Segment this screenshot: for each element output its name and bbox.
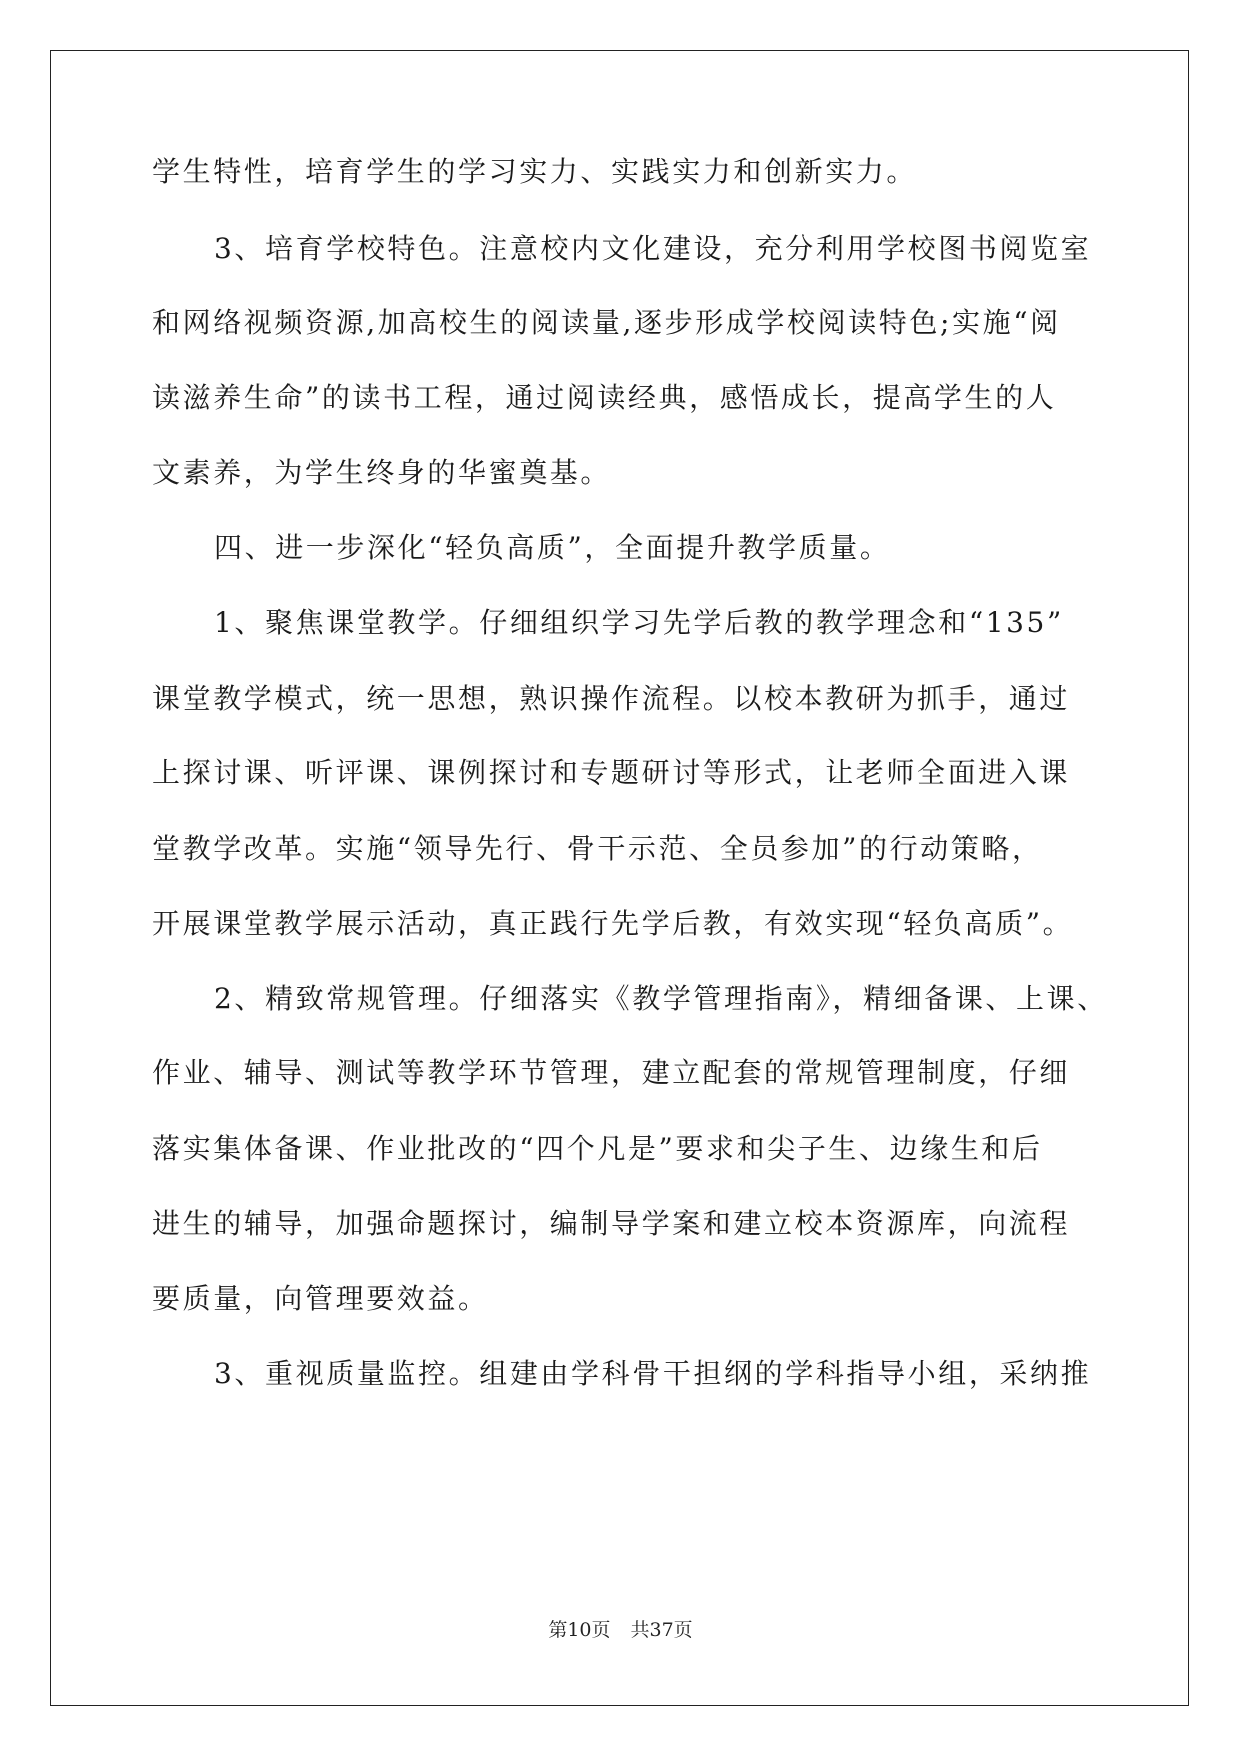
paragraph-line: 作业、辅导、测试等教学环节管理，建立配套的常规管理制度，仔细 [152,1056,1071,1089]
paragraph-line: 1、聚焦课堂教学。仔细组织学习先学后教的教学理念和“135” [214,606,1064,639]
page-number: 第10页 [548,1619,611,1641]
paragraph-line: 和网络视频资源,加高校生的阅读量,逐步形成学校阅读特色;实施“阅 [152,306,1061,339]
paragraph-line: 读滋养生命”的读书工程，通过阅读经典，感悟成长，提高学生的人 [152,381,1057,414]
paragraph-line: 堂教学改革。实施“领导先行、骨干示范、全员参加”的行动策略， [152,832,1043,865]
paragraph-line: 3、培育学校特色。注意校内文化建设，充分利用学校图书阅览室 [214,232,1092,265]
total-pages: 共37页 [630,1619,693,1641]
paragraph-line: 落实集体备课、作业批改的“四个凡是”要求和尖子生、边缘生和后 [152,1132,1043,1165]
paragraph-line: 2、精致常规管理。仔细落实《教学管理指南》，精细备课、上课、 [214,982,1108,1015]
paragraph-line: 学生特性，培育学生的学习实力、实践实力和创新实力。 [152,155,918,188]
paragraph-line: 进生的辅导，加强命题探讨，编制导学案和建立校本资源库，向流程 [152,1207,1071,1240]
page-footer [0,1618,1241,1642]
section-heading: 四、进一步深化“轻负高质”，全面提升教学质量。 [214,531,891,564]
paragraph-line: 3、重视质量监控。组建由学科骨干担纲的学科指导小组，采纳推 [214,1357,1092,1390]
page-border [50,50,1189,1706]
paragraph-line: 开展课堂教学展示活动，真正践行先学后教，有效实现“轻负高质”。 [152,907,1074,940]
paragraph-line: 课堂教学模式，统一思想，熟识操作流程。以校本教研为抓手，通过 [152,682,1071,715]
paragraph-line: 文素养，为学生终身的华蜜奠基。 [152,456,612,489]
paragraph-line: 上探讨课、听评课、课例探讨和专题研讨等形式，让老师全面进入课 [152,756,1071,789]
paragraph-line: 要质量，向管理要效益。 [152,1282,489,1315]
